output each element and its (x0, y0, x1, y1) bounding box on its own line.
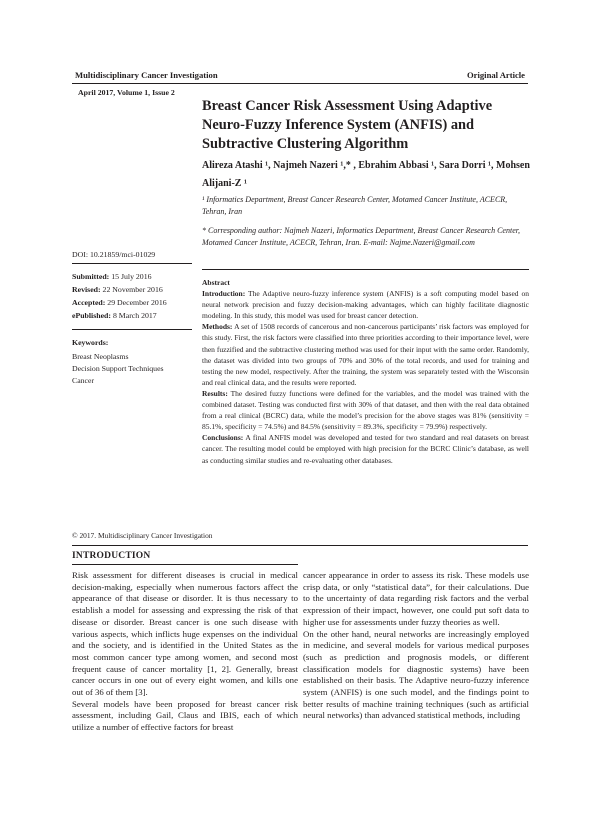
date-accepted: Accepted: 29 December 2016 (72, 298, 167, 307)
paragraph: cancer appearance in order to assess its risk. These models use crisp data, or only “statistical data”, for their calculations. Due to the uncertainty of data regarding risk factors and the verbal expression of their impact, however, one could put soft data to higher use for assessments under fuzzy theories as well. (303, 570, 529, 627)
journal-name: Multidisciplinary Cancer Investigation (75, 70, 218, 80)
body-column-left (72, 570, 298, 734)
article-title: Breast Cancer Risk Assessment Using Adaptive Neuro-Fuzzy Inference System (ANFIS) and Subtractive Clustering Algorithm (202, 98, 493, 152)
abstract-results: Results: The desired fuzzy functions were defined for the variables, and the model was trained with the combined dataset. Testing was conducted first with 30% of that dataset, and then with the real data obtained from a real clinical (BCRC) data, while the model’s precision for the above stages was 81% (sensitivity = 85.1%, specificity = 74.5%) and 84.5% (sensitivity = 89.3%, specificity = 79.9%) respectively. (202, 388, 529, 432)
running-header (72, 70, 528, 84)
paragraph: On the other hand, neural networks are increasingly employed in medicine, and several models for various medical purposes (such as prediction and prognosis models, or different classification models for diagnostic systems) have been established on their basis. The Adaptive neuro-fuzzy inference system (ANFIS) is one such model, and the findings point to better results of machine training techniques (such as artificial neural networks) than advanced statistical methods, including (303, 628, 529, 721)
keyword: Cancer (72, 376, 95, 385)
article-dates (72, 270, 167, 322)
abstract-conclusions: Conclusions: A final ANFIS model was developed and tested for two standard and real datasets on breast cancer. The resulting model could be employed with high precision for the BCRC Clinic’s database, as well as conducting similar studies and re-evaluating other databases. (202, 433, 529, 465)
keywords-title: Keywords: (72, 338, 109, 347)
abstract (202, 277, 529, 466)
paragraph: Risk assessment for different diseases is crucial in medical decision-making, especially when numerous factors affect the appearance of that disease or disorder. It is thus necessary to establish a model for assessing and expressing the risk of that disease or disorder. Breast cancer is one such disease with various aspects, which inflicts huge expenses on the individual and the society, and is identified in the United States as the most common cancer type among women, and second most frequent cause of cancer mortality [1, 2]. Generally, breast cancer occurs in one out of every eight women, and kills one out of 36 of them [3]. (72, 570, 298, 698)
date-submitted: Submitted: 15 July 2016 (72, 272, 152, 281)
divider (72, 263, 192, 264)
divider (72, 564, 298, 565)
copyright: © 2017. Multidisciplinary Cancer Investigation (72, 531, 213, 540)
author-list: Alireza Atashi ¹, Najmeh Nazeri ¹,* , Ebrahim Abbasi ¹, Sara Dorri ¹, Mohsen Alijani-Z ¹ (202, 160, 530, 189)
article-type: Original Article (467, 70, 525, 80)
body-column-right (303, 570, 529, 722)
keyword: Breast Neoplasms (72, 352, 129, 361)
section-heading: INTRODUCTION (72, 551, 151, 561)
doi: DOI: 10.21859/mci-01029 (72, 250, 156, 259)
paragraph: Several models have been proposed for breast cancer risk assessment, including Gail, Claus and IBIS, each of which utilize a number of effective factors for breast (72, 698, 298, 733)
divider (72, 329, 192, 330)
keyword: Decision Support Techniques (72, 364, 164, 373)
divider (72, 545, 528, 546)
divider (202, 269, 529, 270)
corresponding-author: * Corresponding author: Najmeh Nazeri, Informatics Department, Breast Cancer Research Center, Motamed Cancer Institute, ACECR, Tehran, Iran. E-mail: Najme.Nazeri@gmail.com (202, 226, 520, 247)
affiliation: ¹ Informatics Department, Breast Cancer Research Center, Motamed Cancer Institute, ACECR, Tehran, Iran (202, 195, 508, 216)
date-epublished: ePublished: 8 March 2017 (72, 311, 157, 320)
abstract-methods: Methods: A set of 1508 records of cancerous and non-cancerous participants’ risk factors was employed for this study. First, the risk factors were classified into three priorities according to their importance level, were then fuzzified and the subtractive clustering method was used for their input with the same order. Randomly, the dataset was divided into two groups of 70% and 30% of the total records, and used for training and testing the new model, respectively. After the training, the system was separately tested with the Wisconsin and real clinical data, and the results were reported. (202, 322, 529, 387)
abstract-title: Abstract (202, 278, 230, 287)
abstract-introduction: Introduction: The Adaptive neuro-fuzzy inference system (ANFIS) is a soft computing model based on neural network precision and fuzzy decision-making advantages, which can highly facilitate diagnostic modeling. In this study, this model was used for breast cancer detection. (202, 289, 529, 321)
date-revised: Revised: 22 November 2016 (72, 285, 163, 294)
keywords-list (72, 351, 164, 387)
issue-info: April 2017, Volume 1, Issue 2 (78, 88, 175, 97)
